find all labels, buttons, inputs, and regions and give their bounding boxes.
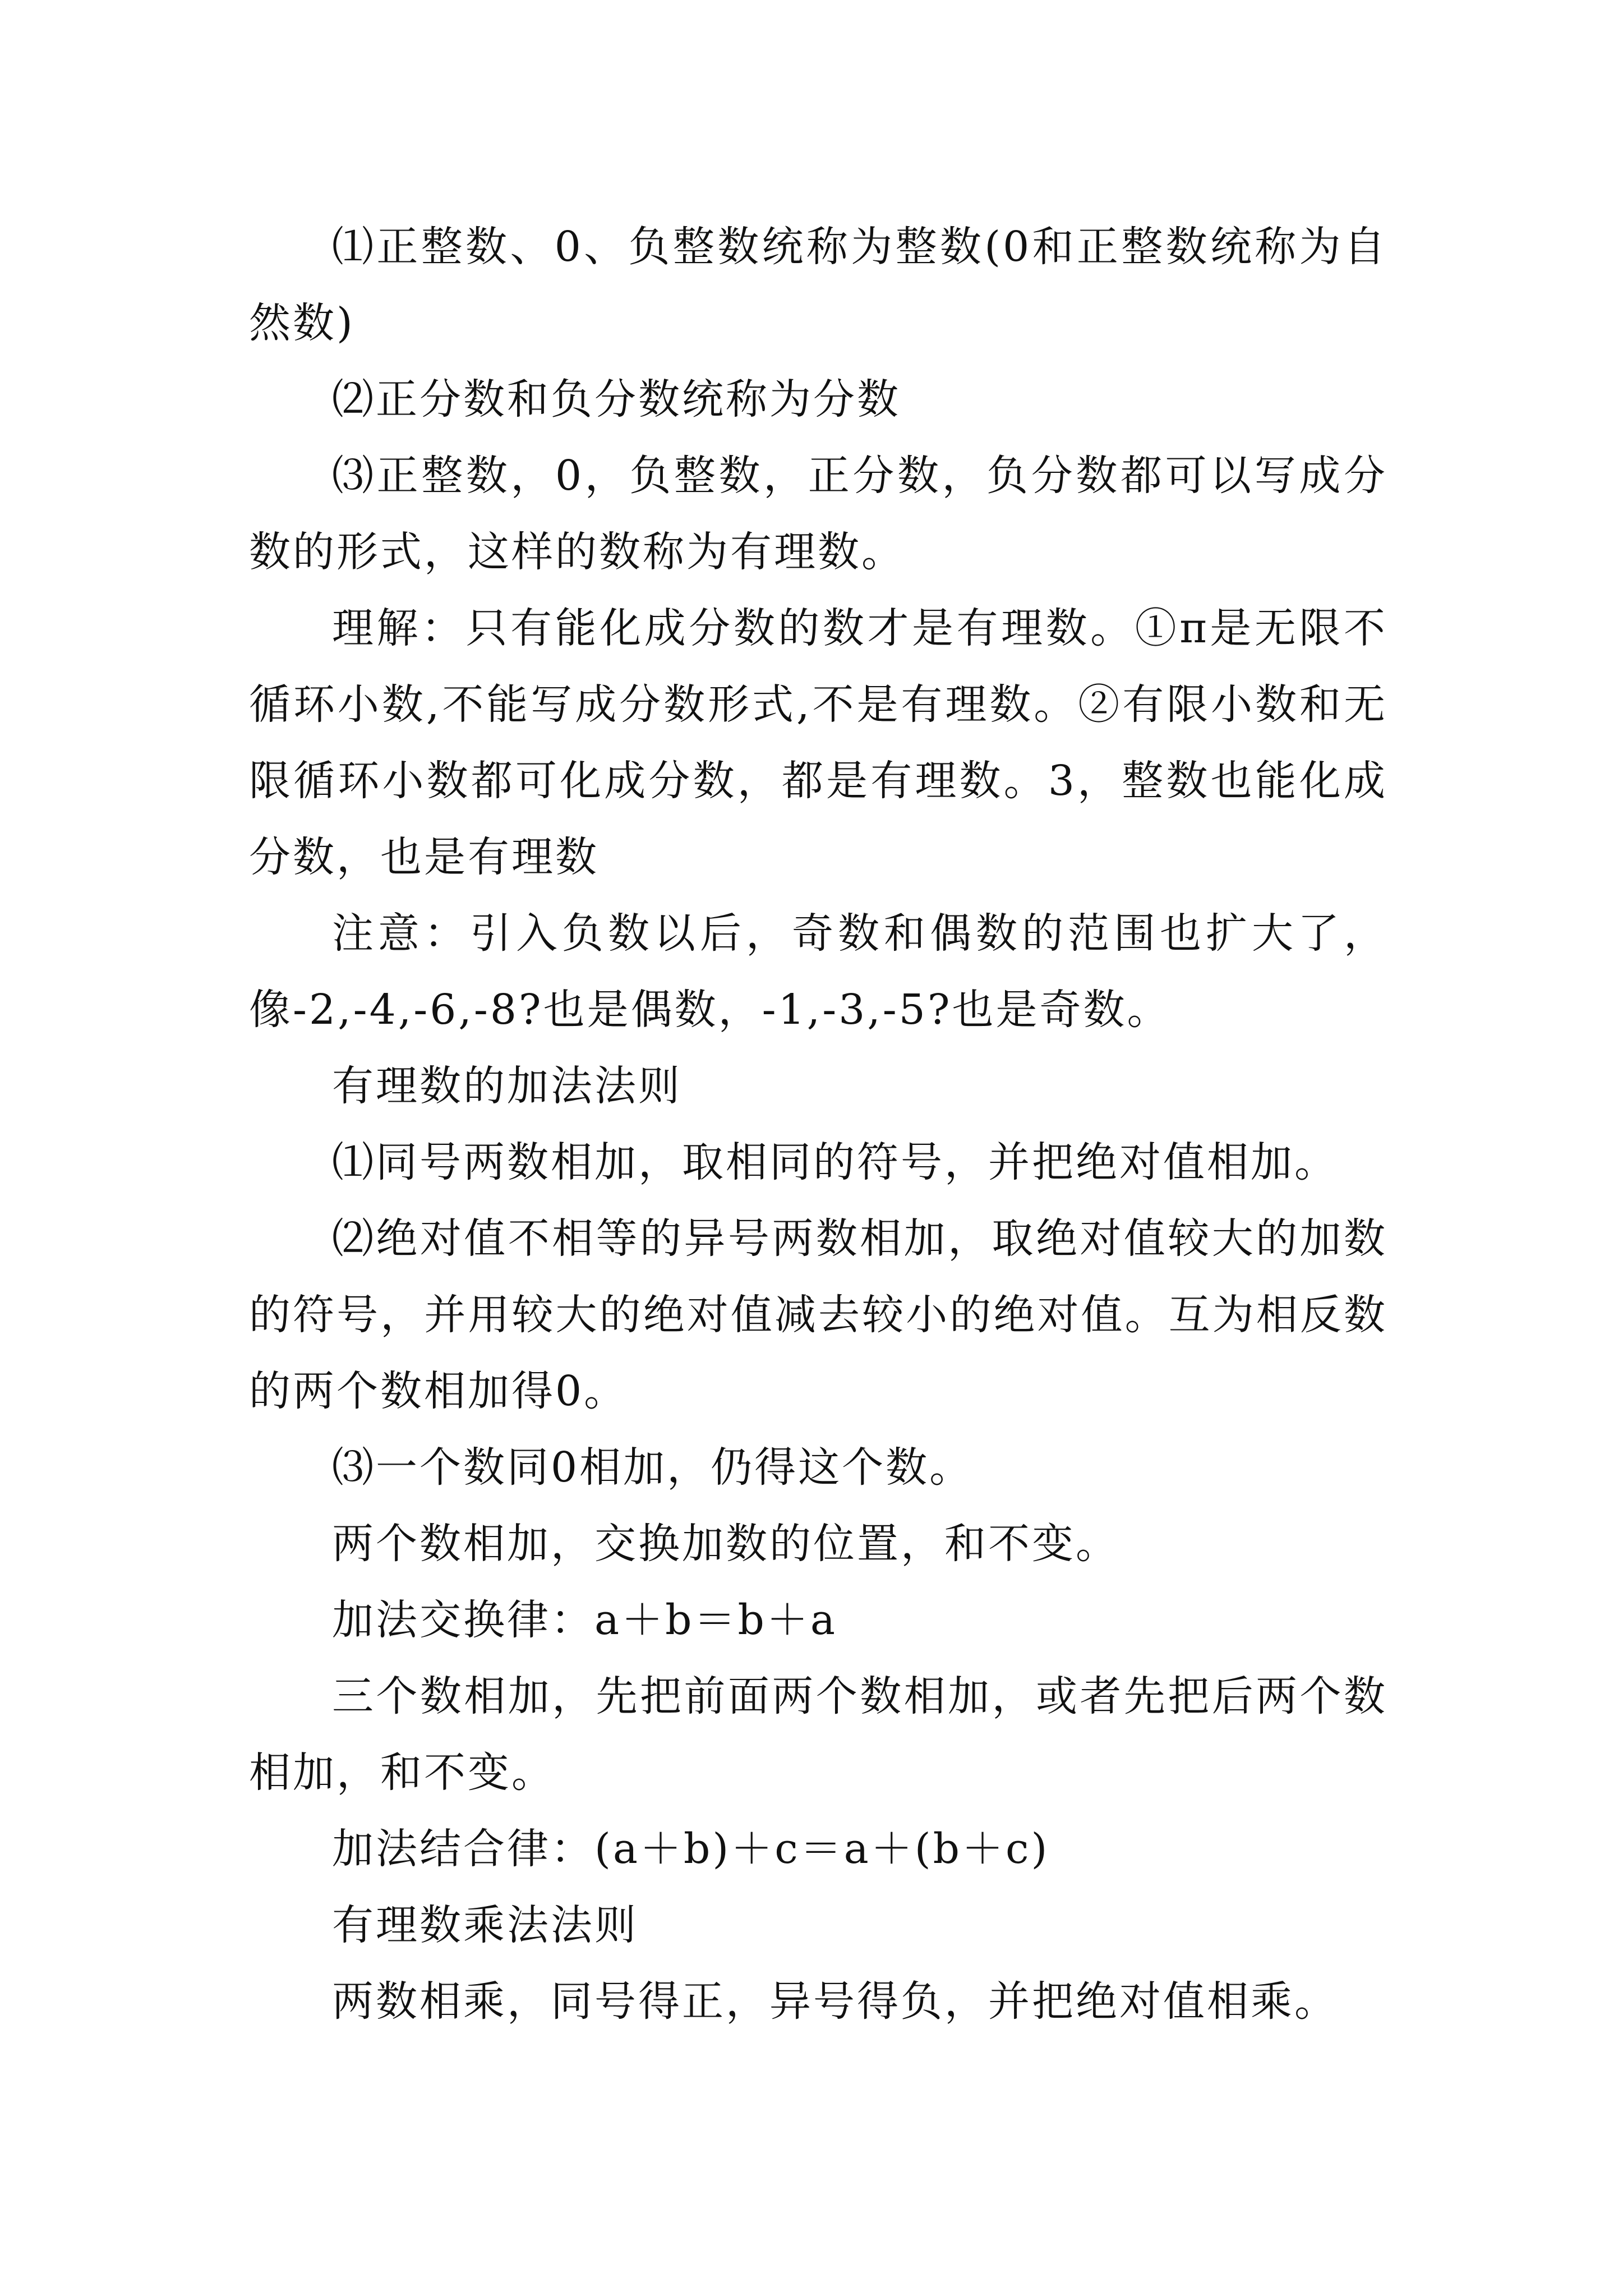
paragraph-integers: ⑴正整数、0、负整数统称为整数(0和正整数统称为自然数) [249, 223, 1387, 347]
formula-associative-law: 加法结合律：(a＋b)＋c＝a＋(b＋c) [332, 1825, 1050, 1873]
paragraph-understanding: 理解：只有能化成分数的数才是有理数。①π是无限不循环小数,不能写成分数形式,不是有理数。②有限小数和无限循环小数都可化成分数，都是有理数。3，整数也能化成分数，也是有理数 [249, 604, 1387, 881]
heading-multiplication-rules: 有理数乘法法则 [332, 1901, 638, 1949]
paragraph-commutative-explanation: 两个数相加，交换加数的位置，和不变。 [332, 1520, 1119, 1568]
paragraph-addition-rule-3: ⑶一个数同0相加，仍得这个数。 [332, 1443, 974, 1492]
paragraph-note: 注意：引入负数以后，奇数和偶数的范围也扩大了，像-2,-4,-6,-8?也是偶数，-1,-3,-5?也是奇数。 [249, 909, 1387, 1034]
paragraph-addition-rule-2: ⑵绝对值不相等的异号两数相加，取绝对值较大的加数的符号，并用较大的绝对值减去较小的绝对值。互为相反数的两个数相加得0。 [249, 1214, 1387, 1415]
paragraph-rational-definition: ⑶正整数，0，负整数，正分数，负分数都可以写成分数的形式，这样的数称为有理数。 [249, 452, 1387, 576]
paragraph-multiplication-rule: 两数相乘，同号得正，异号得负，并把绝对值相乘。 [332, 1977, 1338, 2026]
paragraph-associative-explanation: 三个数相加，先把前面两个数相加，或者先把后两个数相加，和不变。 [249, 1672, 1387, 1797]
formula-commutative-law: 加法交换律：a＋b＝b＋a [332, 1596, 837, 1644]
document-body [249, 209, 1387, 2040]
paragraph-addition-rule-1: ⑴同号两数相加，取相同的符号，并把绝对值相加。 [332, 1138, 1338, 1186]
heading-addition-rules: 有理数的加法法则 [332, 1062, 682, 1110]
paragraph-fractions: ⑵正分数和负分数统称为分数 [332, 375, 901, 424]
